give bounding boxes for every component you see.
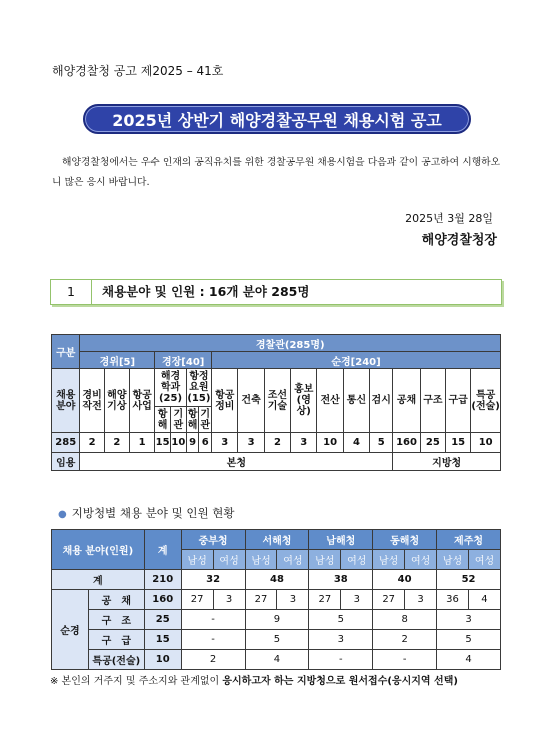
header-gubun: 구분 bbox=[52, 335, 80, 369]
recruitment-table bbox=[51, 334, 501, 471]
field-cell: 구조 bbox=[420, 369, 445, 433]
field-cell: 기 관 bbox=[171, 407, 187, 433]
count-cell: 3 bbox=[291, 433, 317, 453]
count-cell: 3 bbox=[212, 433, 238, 453]
appointment-hq: 본청 bbox=[80, 453, 393, 471]
region-total: 38 bbox=[309, 570, 373, 590]
notice-date: 2025년 3월 28일 bbox=[405, 212, 493, 225]
col-field-header: 채용 분야(인원) bbox=[52, 530, 145, 570]
field-cell: 해양 기상 bbox=[104, 369, 129, 433]
appointment-label: 임용 bbox=[52, 453, 80, 471]
cell: - bbox=[309, 650, 373, 670]
male-header: 남성 bbox=[181, 550, 213, 570]
cell: 27 bbox=[373, 590, 405, 610]
region-header: 동해청 bbox=[373, 530, 437, 550]
section-1-heading bbox=[50, 279, 502, 305]
row-total: 10 bbox=[144, 650, 181, 670]
region-header: 서해청 bbox=[245, 530, 309, 550]
male-header: 남성 bbox=[437, 550, 469, 570]
row-total: 210 bbox=[144, 570, 181, 590]
region-total: 40 bbox=[373, 570, 437, 590]
count-cell: 6 bbox=[199, 433, 212, 453]
male-header: 남성 bbox=[373, 550, 405, 570]
male-header: 남성 bbox=[309, 550, 341, 570]
count-cell: 1 bbox=[129, 433, 154, 453]
field-cell: 공채 bbox=[393, 369, 420, 433]
count-cell: 285 bbox=[52, 433, 80, 453]
count-cell: 15 bbox=[155, 433, 171, 453]
count-cell: 9 bbox=[186, 433, 199, 453]
count-cell: 160 bbox=[393, 433, 420, 453]
region-total: 52 bbox=[437, 570, 501, 590]
count-cell: 5 bbox=[370, 433, 393, 453]
row-total: 160 bbox=[144, 590, 181, 610]
total-row bbox=[52, 570, 501, 590]
female-header: 여성 bbox=[468, 550, 500, 570]
page-title: 2025년 상반기 해양경찰공무원 채용시험 공고 bbox=[83, 104, 471, 134]
cell: 2 bbox=[373, 630, 437, 650]
count-cell: 25 bbox=[420, 433, 445, 453]
count-cell: 2 bbox=[104, 433, 129, 453]
count-cell: 4 bbox=[343, 433, 369, 453]
field-label: 채용 분야 bbox=[52, 369, 80, 433]
region-total: 32 bbox=[181, 570, 245, 590]
footnote: ※ 본인의 거주지 및 주소지와 관계없이 응시하고자 하는 지방청으로 원서접수(응시지역 선택) bbox=[50, 676, 458, 687]
field-cell: 특공 (전술) bbox=[471, 369, 501, 433]
field-cell: 건축 bbox=[238, 369, 264, 433]
field-cell: 검시 bbox=[370, 369, 393, 433]
header-police-total: 경찰관(285명) bbox=[80, 335, 501, 352]
cell: 4 bbox=[468, 590, 500, 610]
header-gyeongjang: 경장[40] bbox=[155, 352, 212, 369]
table-row bbox=[52, 630, 501, 650]
group-label: 순경 bbox=[52, 590, 89, 670]
field-cell: 전산 bbox=[317, 369, 343, 433]
cell: 4 bbox=[245, 650, 309, 670]
section-2-heading: ● 지방청별 채용 분야 및 인원 현황 bbox=[58, 506, 235, 520]
appointment-regional: 지방청 bbox=[393, 453, 501, 471]
cell: 5 bbox=[309, 610, 373, 630]
cell: 3 bbox=[341, 590, 373, 610]
row-total: 25 bbox=[144, 610, 181, 630]
table-row bbox=[52, 610, 501, 630]
count-cell: 3 bbox=[238, 433, 264, 453]
count-cell: 10 bbox=[317, 433, 343, 453]
row-label: 계 bbox=[52, 570, 145, 590]
table-row bbox=[52, 650, 501, 670]
female-header: 여성 bbox=[405, 550, 437, 570]
cell: 5 bbox=[245, 630, 309, 650]
cell: 5 bbox=[437, 630, 501, 650]
notice-number: 해양경찰청 공고 제2025 – 41호 bbox=[52, 64, 224, 78]
male-header: 남성 bbox=[245, 550, 277, 570]
field-cell: 항정 요원 (15) bbox=[186, 369, 211, 407]
row-label: 구 조 bbox=[88, 610, 144, 630]
cell: 2 bbox=[181, 650, 245, 670]
section-divider bbox=[91, 280, 92, 304]
agency-name: 해양경찰청장 bbox=[421, 233, 497, 248]
cell: 4 bbox=[437, 650, 501, 670]
cell: 27 bbox=[181, 590, 213, 610]
cell: - bbox=[181, 610, 245, 630]
row-total: 15 bbox=[144, 630, 181, 650]
field-cell: 홍보 (영상) bbox=[291, 369, 317, 433]
header-gyeongwi: 경위[5] bbox=[80, 352, 155, 369]
cell: 3 bbox=[437, 610, 501, 630]
cell: 27 bbox=[309, 590, 341, 610]
cell: - bbox=[181, 630, 245, 650]
col-total-header: 계 bbox=[144, 530, 181, 570]
row-label: 구 급 bbox=[88, 630, 144, 650]
cell: 3 bbox=[277, 590, 309, 610]
count-cell: 2 bbox=[80, 433, 104, 453]
cell: 3 bbox=[405, 590, 437, 610]
cell: 27 bbox=[245, 590, 277, 610]
section-title: 채용분야 및 인원 : 16개 분야 285명 bbox=[102, 284, 310, 299]
field-cell: 해경 학과 (25) bbox=[155, 369, 186, 407]
field-cell: 항 해 bbox=[155, 407, 171, 433]
count-cell: 10 bbox=[471, 433, 501, 453]
count-cell: 2 bbox=[264, 433, 290, 453]
field-cell: 항공 정비 bbox=[212, 369, 238, 433]
cell: 3 bbox=[213, 590, 245, 610]
count-cell: 15 bbox=[446, 433, 471, 453]
count-cell: 10 bbox=[171, 433, 187, 453]
field-cell: 경비 작전 bbox=[80, 369, 104, 433]
field-cell: 항공 사업 bbox=[129, 369, 154, 433]
cell: 3 bbox=[309, 630, 373, 650]
field-cell: 조선 기술 bbox=[264, 369, 290, 433]
row-label: 특공(전술) bbox=[88, 650, 144, 670]
cell: 8 bbox=[373, 610, 437, 630]
intro-paragraph: 해양경찰청에서는 우수 인재의 공직유치를 위한 경찰공무원 채용시험을 다음과 같이 공고하여 시행하오니 많은 응시 바랍니다. bbox=[52, 157, 501, 188]
female-header: 여성 bbox=[341, 550, 373, 570]
cell: 9 bbox=[245, 610, 309, 630]
counts-row bbox=[52, 433, 501, 453]
field-cell: 구급 bbox=[446, 369, 471, 433]
row-label: 공 채 bbox=[88, 590, 144, 610]
female-header: 여성 bbox=[277, 550, 309, 570]
region-header: 남해청 bbox=[309, 530, 373, 550]
cell: - bbox=[373, 650, 437, 670]
regional-table bbox=[51, 529, 501, 670]
region-header: 중부청 bbox=[181, 530, 245, 550]
header-sungyeong: 순경[240] bbox=[212, 352, 501, 369]
female-header: 여성 bbox=[213, 550, 245, 570]
section-number: 1 bbox=[67, 284, 75, 299]
cell: 36 bbox=[437, 590, 469, 610]
field-cell: 통신 bbox=[343, 369, 369, 433]
field-cell: 기 관 bbox=[200, 408, 211, 431]
bullet-icon: ● bbox=[58, 509, 67, 520]
region-total: 48 bbox=[245, 570, 309, 590]
region-header: 제주청 bbox=[437, 530, 501, 550]
table-row bbox=[52, 590, 501, 610]
field-cell: 항 해 bbox=[187, 408, 198, 431]
